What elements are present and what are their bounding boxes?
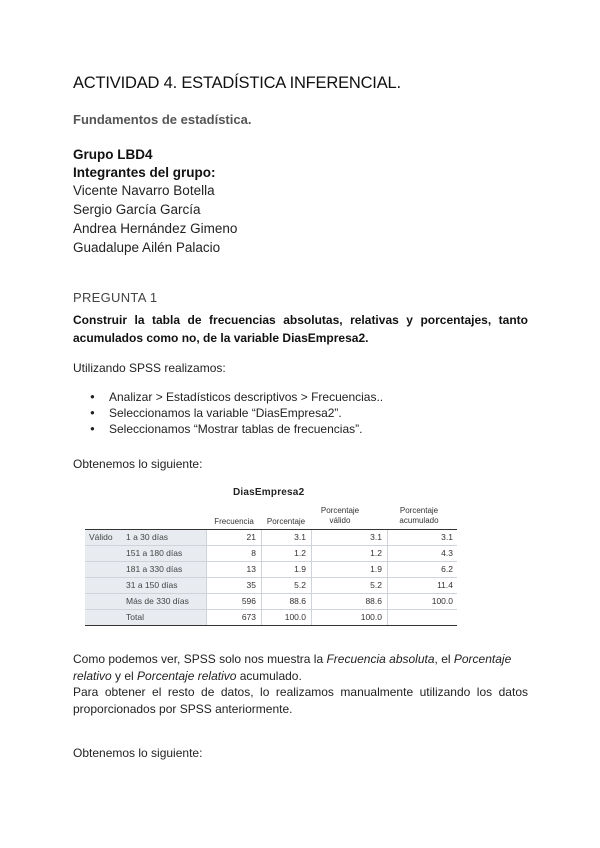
cell-cum: 6.2 xyxy=(441,564,453,574)
obtain-text-2: Obtenemos lo siguiente: xyxy=(73,746,203,760)
list-item: ● Analizar > Estadísticos descriptivos > Frecuencias.. xyxy=(73,389,383,405)
cell-pct: 5.2 xyxy=(294,580,306,590)
steps-list xyxy=(73,389,383,437)
cell-freq: 13 xyxy=(246,564,256,574)
column-header: Porcentaje acumulado xyxy=(399,506,439,525)
cell-valid: 88.6 xyxy=(365,596,382,606)
table-row xyxy=(85,530,457,545)
cell-freq: 8 xyxy=(251,548,256,558)
cell-freq: 21 xyxy=(246,532,256,542)
document-title: ACTIVIDAD 4. ESTADÍSTICA INFERENCIAL. xyxy=(73,74,401,92)
paragraph-emphasis: Porcentaje relativo xyxy=(73,652,512,683)
question-text: Construir la tabla de frecuencias absolutas, relativas y porcentajes, tanto acumulados como no, de la variable DiasEmpresa2. xyxy=(73,313,528,345)
list-item: ● Seleccionamos la variable “DiasEmpresa2”. xyxy=(73,405,383,421)
cell-cum: 11.4 xyxy=(437,580,453,590)
table-row xyxy=(85,561,457,577)
cell-freq: 673 xyxy=(241,612,256,622)
table-row xyxy=(85,593,457,609)
paragraph-text: acumulado. xyxy=(236,668,302,683)
row-label: 1 a 30 días xyxy=(126,532,169,542)
paragraph-emphasis: Porcentaje relativo xyxy=(137,668,237,683)
cell-pct: 88.6 xyxy=(289,596,306,606)
group-name: Grupo LBD4 xyxy=(73,147,153,162)
cell-valid: 1.2 xyxy=(370,548,382,558)
cell-valid: 3.1 xyxy=(370,532,382,542)
method-paragraph: Para obtener el resto de datos, lo realizamos manualmente utilizando los datos proporcionados por SPSS anteriormente. xyxy=(73,685,528,716)
row-label: 31 a 150 días xyxy=(126,580,178,590)
member-name: Andrea Hernández Gimeno xyxy=(73,221,238,236)
row-label: Más de 330 días xyxy=(126,596,189,606)
cell-valid: 5.2 xyxy=(370,580,382,590)
table-title: DiasEmpresa2 xyxy=(233,487,305,498)
member-name: Vicente Navarro Botella xyxy=(73,183,215,198)
table-body xyxy=(85,529,457,626)
member-name: Sergio García García xyxy=(73,202,201,217)
cell-freq: 35 xyxy=(246,580,256,590)
member-name: Guadalupe Ailén Palacio xyxy=(73,240,221,255)
explanation-paragraph xyxy=(73,651,528,684)
cell-valid: 100.0 xyxy=(360,612,382,622)
question-heading: PREGUNTA 1 xyxy=(73,290,158,305)
row-label: Total xyxy=(126,612,144,622)
document-subtitle: Fundamentos de estadística. xyxy=(73,112,252,127)
cell-valid: 1.9 xyxy=(370,564,382,574)
column-header: Porcentaje xyxy=(266,517,306,526)
cell-cum: 3.1 xyxy=(441,532,453,542)
paragraph-text: y el xyxy=(111,668,138,683)
paragraph-emphasis: Frecuencia absoluta xyxy=(326,652,435,666)
row-label-background xyxy=(85,610,206,625)
row-label: 151 a 180 días xyxy=(126,548,183,558)
cell-pct: 1.9 xyxy=(294,564,306,574)
cell-cum: 4.3 xyxy=(441,548,453,558)
cell-pct: 3.1 xyxy=(294,532,306,542)
cell-pct: 100.0 xyxy=(284,612,306,622)
column-header: Frecuencia xyxy=(214,517,254,526)
cell-pct: 1.2 xyxy=(294,548,306,558)
obtain-text: Obtenemos lo siguiente: xyxy=(73,457,203,471)
cell-freq: 596 xyxy=(241,596,256,606)
members-heading: Integrantes del grupo: xyxy=(73,165,216,180)
paragraph-text: Como podemos ver, SPSS solo nos muestra la xyxy=(73,652,327,666)
table-row xyxy=(85,577,457,593)
cell-cum: 100.0 xyxy=(431,596,453,606)
group-label: Válido xyxy=(89,532,113,542)
intro-text: Utilizando SPSS realizamos: xyxy=(73,361,226,375)
table-row xyxy=(85,545,457,561)
paragraph-text: , el xyxy=(434,652,454,666)
column-header: Porcentaje válido xyxy=(320,506,360,525)
row-label: 181 a 330 días xyxy=(126,564,183,574)
list-item: ● Seleccionamos “Mostrar tablas de frecuencias”. xyxy=(73,421,383,437)
table-row xyxy=(85,609,457,625)
